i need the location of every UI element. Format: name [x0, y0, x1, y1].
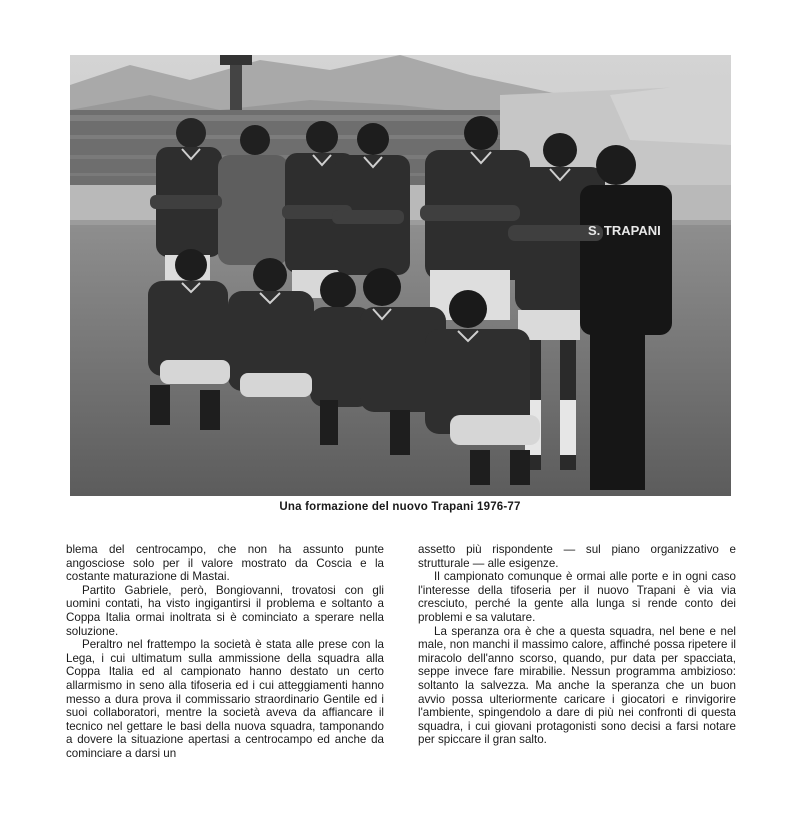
paragraph: Il campionato comunque è ormai alle porte e in ogni caso l'interesse della tifoseria per il nuovo Trapani è via via cresciuto, perché la gente alla lunga si rende conto dei problemi e sa valutare.	[418, 570, 736, 624]
team-photo	[70, 55, 731, 496]
jacket-lettering: S. TRAPANI	[588, 223, 661, 238]
paragraph: blema del centrocampo, che non ha assunto punte angosciose solo per il valore mostrato da Coscia e la costante maturazione di Mastai.	[66, 543, 384, 584]
article-column-left	[66, 543, 384, 761]
paragraph: Peraltro nel frattempo la società è stata alle prese con la Lega, i cui ultimatum sulla ammissione della squadra alla Coppa Italia ed al campionato hanno destato un certo allarmismo in seno alla tifoseria ed i cui atteggiamenti hanno messo a dura prova il commissario straordinario Gentile ed i suoi collaboratori, mentre la società aveva da affiancare il tecnico nel gettare le basi della nuova squadra, tamponando a dovere la situazione apertasi a centrocampo ed anche da cominciare a darsi un	[66, 638, 384, 760]
paragraph: assetto più rispondente — sul piano organizzativo e strutturale — alle esigenze.	[418, 543, 736, 570]
team-photo-illustration	[70, 55, 731, 496]
paragraph: Partito Gabriele, però, Bongiovanni, trovatosi con gli uomini contati, ha visto ingigantirsi il problema e soltanto a Coppa Italia ormai inoltrata si è cominciato a sperare nella soluzione.	[66, 583, 384, 638]
article-column-right	[418, 543, 736, 747]
paragraph: La speranza ora è che a questa squadra, nel bene e nel male, non manchi il massimo calore, affinché possa ripetere il miracolo dell'anno scorso, quando, pur data per spacciata, seppe invece fare mirabilie. Nessun programma ambizioso: soltanto la salvezza. Ma anche la speranza che un buon avvio possa ulteriormente caricare i giocatori e rinvigorire l'ambiente, spingendolo a dare di più nei confronti di questa squadra, i cui giovani protagonisti sono decisi a farsi notare per spiccare il gran salto.	[418, 624, 736, 747]
photo-caption: Una formazione del nuovo Trapani 1976-77	[279, 501, 521, 513]
